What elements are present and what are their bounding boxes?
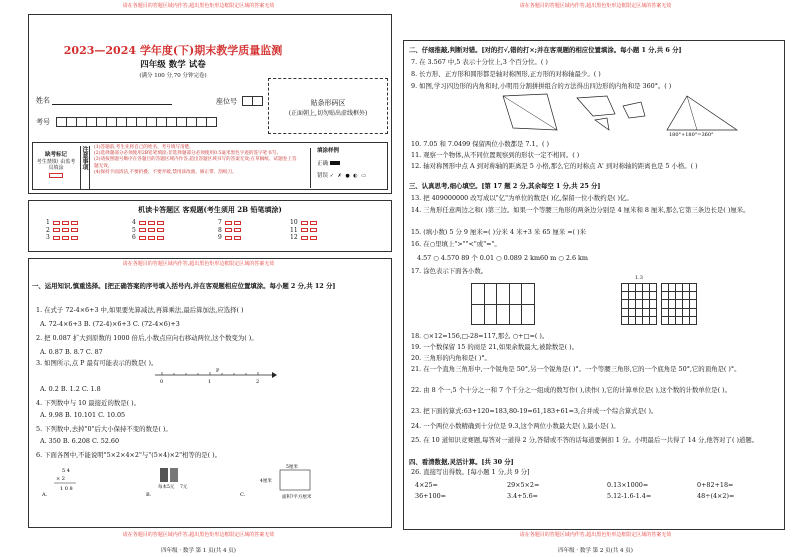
svg-text:× 2: × 2: [56, 476, 65, 482]
barcode-area: [268, 78, 388, 134]
answer-card-title: 机读卡答题区 客观题(考生须用 2B 铅笔填涂): [138, 205, 282, 214]
answer-col-4[interactable]: 10 11 12: [290, 219, 318, 242]
footer-page-2: 四年级 · 数学 第 2 页(共 4 页): [558, 548, 633, 555]
calc-2-2[interactable]: 3.4+5.6=: [507, 492, 539, 500]
absent-bubble[interactable]: [49, 173, 63, 178]
q1[interactable]: 1. 在式子 72-4×6+3 中,如果要先算减法,再算乘法,最后算加法,应选择( ): [36, 306, 244, 314]
part4-heading: 四、看清数据,灵活计算。[共 30 分]: [409, 458, 514, 466]
q16[interactable]: 16. 在○里填上">""<"或"="。: [411, 240, 501, 248]
q11[interactable]: 11. 观察一个物体,从不同位置观察到的形状一定不相同。( ): [411, 151, 580, 159]
calc-2-1[interactable]: 36+100=: [415, 492, 447, 500]
wrong-sample: ✓ ✗ ● ◐ ▭: [329, 172, 367, 179]
calc-2-4[interactable]: 48÷(4×2)=: [697, 492, 735, 500]
q22[interactable]: 22. 由 8 个一,5 个十分之一和 7 个千分之一组成的数写作( ),读作( ),它的计算单位是( ),这个数的计数单位是( )。: [411, 386, 731, 394]
q8[interactable]: 8. 长方形、正方形和圆形都是轴对称图形,正方形的对称轴最少。( ): [411, 70, 601, 78]
page-2: [397, 0, 794, 557]
q24[interactable]: 24. 一个两位小数精确到十分位是 9.3,这个两位小数最大是( ),最小是( )。: [411, 422, 620, 430]
q23[interactable]: 23. 把下面的算式:63+120=183,80-19=61,183+61=3,合并成一个综合算式是( )。: [411, 407, 658, 415]
q5-options: A. 350 B. 6.208 C. 52.60: [40, 437, 120, 445]
q13[interactable]: 13. 把 409000000 改写成以"亿"为单位的数是( )亿,保留一位小数约是( )亿。: [411, 194, 633, 202]
q6[interactable]: 6. 下面各图中,不能说明"5×2×4×2"与"(5×4)×2"相等的是( )。: [36, 451, 222, 459]
note-3: (3)请按照题号顺序在各题目的答题区域内作答,超出答题区域书写的答案无效;在草稿纸、试题卷上答题无效。: [94, 157, 297, 169]
absent-mark: [36, 152, 76, 180]
notes-list: [94, 145, 300, 176]
exam-title: 2023—2024 学年度(下)期末教学质量监测: [63, 44, 283, 57]
q9-figures: [497, 92, 757, 136]
name-label: 姓名: [36, 96, 50, 105]
q20[interactable]: 20. 三角形的内角和是( )°。: [411, 354, 491, 362]
q4-options: A. 9.98 B. 10.101 C. 10.05: [40, 411, 126, 419]
absent-note: 考生禁填! 由监考员填涂: [36, 158, 76, 172]
grid-1-3a[interactable]: [621, 283, 657, 325]
q9[interactable]: 9. 如图,学习四边形的内角和时,小明用分割拼拼组合的方法得出四边形的内角和是 360°。( ): [411, 82, 672, 90]
nl-2: 2: [256, 379, 260, 385]
fill-sample-label: 填涂样例: [317, 148, 340, 154]
q5[interactable]: 5. 下列数中,去掉"0"后大小保持不变的数是( )。: [36, 425, 172, 433]
part1-heading: 一、运用知识,慎重选择。[把正确答案的序号填入括号内,并在客观题相应位置填涂。每小题 2 分,共 12 分]: [32, 282, 336, 290]
calc-2-3[interactable]: 5.12-1.6-1.4=: [607, 492, 652, 500]
grid-0-7[interactable]: [471, 283, 535, 325]
note-1: (1)答题前,考生先将自己的姓名、考号填写清楚。: [94, 145, 194, 150]
calc-1-1[interactable]: 4×25=: [415, 481, 438, 489]
q16-items[interactable]: 4.57 ○ 4.570 89 个 0.01 ○ 0.089 2 km60 m ○ 2.6 km: [417, 254, 588, 262]
svg-text:1 0 8: 1 0 8: [60, 486, 73, 492]
calc-1-2[interactable]: 29×5×2=: [507, 481, 540, 489]
top-notice: 请在各题目的答题区域内作答,超出黑色矩形边框限定区域的答案无效: [122, 3, 275, 9]
correct-sample: [330, 161, 340, 165]
seat-field[interactable]: [216, 96, 259, 106]
svg-text:5厘米: 5厘米: [286, 465, 298, 470]
q3[interactable]: 3. 如图所示,点 P 最有可能表示的数是( )。: [36, 359, 158, 367]
svg-text:5 4: 5 4: [62, 468, 70, 474]
grid-1-3b[interactable]: [661, 283, 697, 325]
part1-notice: 请在各题目的答题区域内作答,超出黑色矩形边框限定区域的答案无效: [122, 261, 275, 267]
nl-p: P: [216, 368, 220, 374]
svg-text:C.: C.: [240, 492, 246, 498]
barcode-title: 贴条形码区: [310, 99, 346, 107]
part3-heading: 三、认真思考,细心填空。[第 17 题 2 分,其余每空 1 分,共 25 分]: [409, 182, 601, 190]
svg-text:180°+180°=360°: 180°+180°=360°: [669, 132, 714, 136]
exam-no-label: 考号: [36, 118, 50, 126]
q10[interactable]: 10. 7.05 和 7.0499 保留两位小数都是 7.1。( ): [411, 140, 549, 148]
absent-label: 缺考标记: [44, 152, 67, 158]
bottom-notice-2: 请在各题目的答题区域内作答,超出黑色矩形边框限定区域的答案无效: [519, 532, 672, 538]
note-2: (2)选择题部分必须使用2B铅笔填涂;非选择题部分必须使用0.5毫米黑色字迹的签字笔书写。: [94, 151, 282, 157]
svg-text:4厘米: 4厘米: [260, 479, 272, 484]
q3-options: A. 0.2 B. 1.2 C. 1.8: [40, 385, 101, 393]
q2-options: A. 0.87 B. 8.7 C. 87: [40, 348, 103, 356]
nl-1: 1: [208, 379, 212, 385]
calc-1-4[interactable]: 0+82+18=: [697, 481, 734, 489]
svg-text:每本5元: 每本5元: [158, 485, 175, 490]
q7[interactable]: 7. 在 3.567 中,5 表示十分位上,3 个百分位。( ): [411, 58, 548, 66]
fill-sample: [310, 148, 384, 188]
answer-col-3[interactable]: 7 8 9: [218, 219, 242, 242]
svg-text:B.: B.: [146, 492, 152, 498]
q6-figures: [40, 462, 340, 500]
note-4: (4)保持卡面清洁,不要折叠、不要弄破,禁用涂改液、修正带、刮纸刀。: [94, 169, 237, 175]
q26: 26. 直接写出得数。[每小题 1 分,共 9 分]: [411, 468, 530, 476]
barcode-note: (正面朝上,切勿贴出虚线框外): [288, 109, 368, 117]
part2-heading: 二、仔细推敲,判断对错。[对的打√,错的打×;并在客观题的相应位置填涂。每小题 1 分,共 6 分]: [409, 46, 682, 54]
svg-text:7元: 7元: [180, 485, 188, 490]
svg-text:A.: A.: [42, 492, 48, 498]
footer-page-1: 四年级 · 数学 第 1 页(共 4 页): [161, 548, 236, 555]
q14[interactable]: 14. 三角形任意两边之和( )第三边。如果一个等腰三角形的两条边分别是 4 厘米和 8 厘米,那么它第三条边长是( )厘米。: [411, 206, 750, 214]
notes-label: 注意事项: [80, 146, 90, 190]
q12[interactable]: 12. 轴对称图形中点 A 到对称轴的距离是 5 小格,那么它的对称点 A' 到对称轴的距离也是 5 小格。( ): [411, 162, 698, 170]
bottom-notice: 请在各题目的答题区域内作答,超出黑色矩形边框限定区域的答案无效: [122, 532, 275, 538]
q15[interactable]: 15. (填小数) 5 分 9 厘米=( )分米 4 米+3 米 65 厘米 =( )米: [411, 228, 587, 236]
answer-col-1[interactable]: 1 2 3: [46, 219, 79, 242]
svg-text:面积?平方厘米: 面积?平方厘米: [282, 495, 312, 500]
exam-note: (满分 100 分,70 分钟完卷): [139, 73, 207, 79]
answer-col-2[interactable]: 4 5 6: [132, 219, 165, 242]
name-input-line[interactable]: [52, 96, 172, 105]
exam-subtitle: 四年级 数学 试卷: [140, 60, 206, 70]
q21[interactable]: 21. 在一个直角三角形中,一个锐角是 50°,另一个锐角是( )°。一个等腰三角形,它的一个底角是 50°,它的顶角是( )°。: [411, 365, 741, 373]
correct-label: 正确: [317, 160, 329, 167]
exam-no-boxes[interactable]: [56, 117, 216, 127]
seat-label: 座位号: [216, 97, 237, 106]
q1-options: A. 72-4×6+3 B. (72-4)×6+3 C. (72-4×6)+3: [40, 320, 180, 328]
calc-1-3[interactable]: 0.13×1000=: [607, 481, 649, 489]
wrong-label: 错误: [317, 172, 329, 179]
number-line: [150, 367, 280, 385]
q4[interactable]: 4. 下列数中与 10 最接近的数是( )。: [36, 399, 141, 407]
q17[interactable]: 17. 涂色表示下面各小数。: [411, 267, 488, 275]
q2[interactable]: 2. 把 0.087 扩大到原数的 1000 倍后,小数点应向右移动两位,这个数变为( )。: [36, 334, 258, 342]
nl-0: 0: [160, 379, 164, 385]
q25[interactable]: 25. 在 10 道知识竞赛题,每答对一道得 2 分,答错或不答的话每道要倒扣 1 分。小明最后一共得了 14 分,他答对了( )道题。: [411, 436, 759, 444]
top-notice-2: 请在各题目的答题区域内作答,超出黑色矩形边框限定区域的答案无效: [519, 3, 672, 9]
q18[interactable]: 18. ○×12=156,□-28=117,那么 ○+□=( )。: [411, 332, 549, 340]
q19[interactable]: 19. 一个数保留 15 的商是 21,如果余数最大,被除数是( )。: [411, 343, 579, 351]
grid-label-b: 1.3: [635, 275, 643, 281]
name-field[interactable]: [36, 96, 172, 105]
